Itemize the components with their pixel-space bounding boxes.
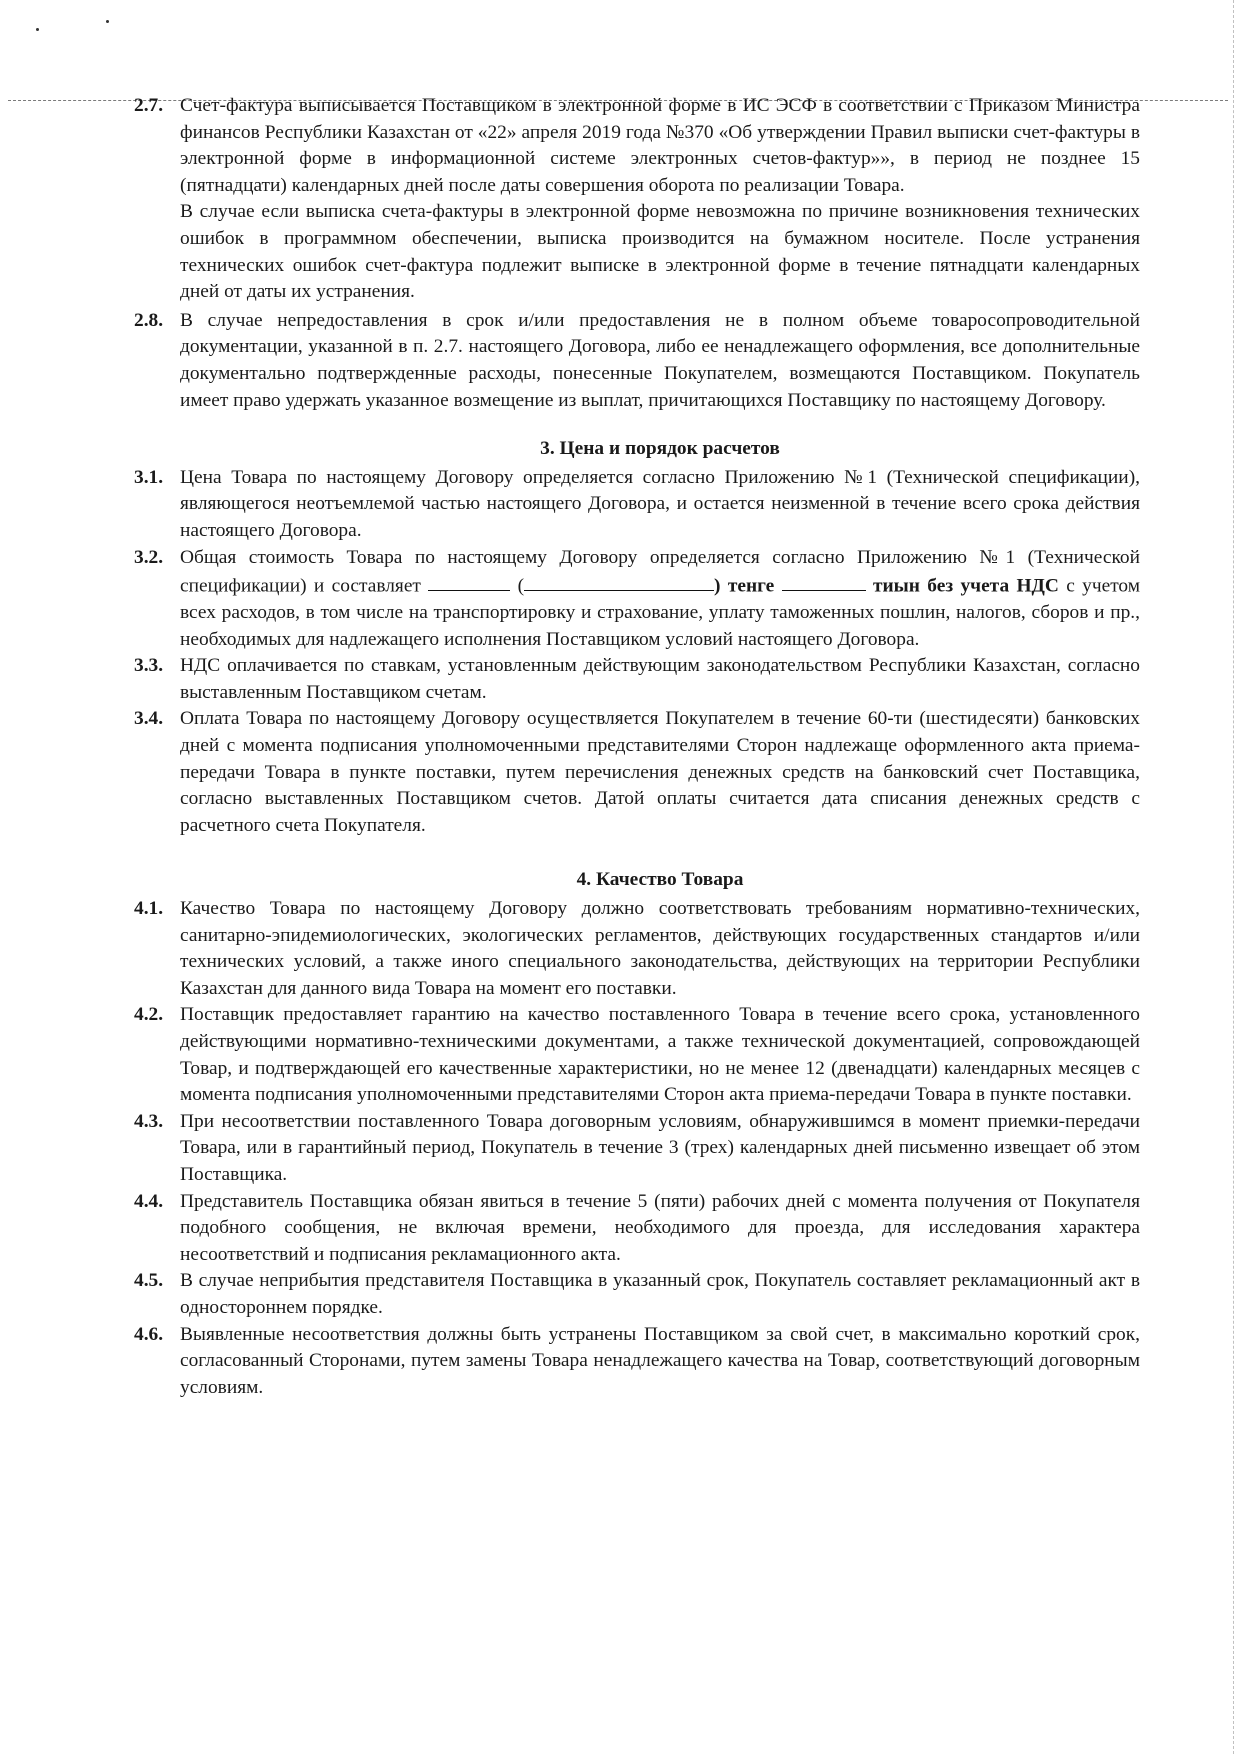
clause-number: 2.7.: [134, 95, 164, 116]
clause-4-4: [134, 1189, 1140, 1269]
clause-number: 3.1.: [134, 466, 164, 488]
tiyn-vat-label: тиын без учета НДС: [872, 575, 1059, 597]
clause-4-3: [134, 1109, 1140, 1189]
clause-text-start: Общая стоимость Товара по настоящему Договору определяется согласно Приложению №1 (Технической спецификации) и составляет: [180, 546, 1140, 597]
clause-number: 3.3.: [134, 655, 164, 677]
clause-3-4: [134, 706, 1140, 839]
clause-number: 4.5.: [134, 1270, 164, 1292]
clause-text: НДС оплачивается по ставкам, установленным действующим законодательством Республики Казахстан, согласно выставленным Поставщиком счетам.: [180, 655, 1140, 703]
amount-words-blank-field[interactable]: [524, 571, 714, 591]
section-heading: 3. Цена и порядок расчетов: [540, 438, 780, 460]
scan-artifact-edge: [1233, 0, 1234, 1754]
clause-number: 3.2.: [134, 546, 164, 568]
clause-4-1: [134, 896, 1140, 1002]
tenge-label: ) тенге: [714, 575, 775, 597]
clause-4-5: [134, 1268, 1140, 1321]
clause-3-1: [134, 465, 1140, 545]
document-body: [134, 93, 1141, 1401]
clause-number: 2.8.: [134, 309, 164, 331]
section-heading: 4. Качество Товара: [576, 869, 744, 891]
clause-number: 4.3.: [134, 1110, 164, 1132]
clause-text: Выявленные несоответствия должны быть устранены Поставщиком за свой счет, в максимально короткий срок, согласованный Сторонами, путем замены Товара ненадлежащего качества на Товар, соответствующий договорным условиям.: [180, 1323, 1140, 1398]
clause-text: Цена Товара по настоящему Договору определяется согласно Приложению №1 (Технической спецификации), являющегося неотъемлемой частью настоящего Договора, и остается неизменной в течение всего срока действия настоящего Договора.: [180, 466, 1140, 541]
clause-text: В случае если выписка счета-фактуры в электронной форме невозможна по причине возникновения технических ошибок в программном обеспечении, выписка производится на бумажном носителе. После устранения технических ошибок счет-фактура подлежит выписке в электронной форме в течение пятнадцати календарных дней от даты их устранения.: [180, 201, 1140, 303]
clause-text: В случае неприбытия представителя Поставщика в указанный срок, Покупатель составляет рекламационный акт в одностороннем порядке.: [180, 1270, 1140, 1318]
clause-number: 3.4.: [134, 708, 164, 730]
clause-2-7: [134, 93, 1140, 306]
clause-text: Представитель Поставщика обязан явиться в течение 5 (пяти) рабочих дней с момента получения от Покупателя подобного сообщения, не включая времени, необходимого для проезда, для исследования характера несоответствий и подписания рекламационного акта.: [180, 1190, 1140, 1265]
clause-text: [180, 545, 1140, 654]
clause-2-8: [134, 308, 1140, 414]
clause-text: В случае непредоставления в срок и/или предоставления не в полном объеме товаросопроводительной документации, указанной в п. 2.7. настоящего Договора, либо ее ненадлежащего оформления, все дополнительные документально подтвержденные расходы, понесенные Покупателем, возмещаются Поставщиком. Покупатель имеет право удержать указанное возмещение из выплат, причитающихся Поставщику по настоящему Договору.: [180, 309, 1140, 411]
clause-text: Поставщик предоставляет гарантию на качество поставленного Товара в течение всего срока, установленного действующими нормативно-техническими документами, а также технической документацией, сопровождающей Товар, и подтверждающей его качественные характеристики, но не менее 12 (двенадцати) календарных месяцев с момента подписания уполномоченными представителями Сторон акта приема-передачи Товара в пункте поставки.: [180, 1004, 1140, 1106]
clause-text: При несоответствии поставленного Товара договорным условиям, обнаружившимся в момент приемки-передачи Товара, или в гарантийный период, Покупатель в течение 3 (трех) календарных дней письменно извещает об этом Поставщика.: [180, 1110, 1140, 1185]
scan-artifact-dot: [36, 28, 39, 31]
clause-3-3: [134, 653, 1140, 706]
clause-number: 4.1.: [134, 898, 164, 920]
clause-text: Счет-фактура выписывается Поставщиком в электронной форме в ИС ЭСФ в соответствии с Приказом Министра финансов Республики Казахстан от «22» апреля 2019 года №370 «Об утверждении Правил выписки счет-фактуры в электронной форме в информационной системе электронных счетов-фактур»», в период не позднее 15 (пятнадцати) календарных дней после даты совершения оборота по реализации Товара.: [180, 95, 1140, 196]
clause-text: Качество Товара по настоящему Договору должно соответствовать требованиям нормативно-технических, санитарно-эпидемиологических, экологических регламентов, действующих государственных стандартов и/или технических условий, а также иного специального законодательства, действующих на территории Республики Казахстан для данного вида Товара на момент его поставки.: [180, 898, 1140, 999]
open-paren: (: [517, 575, 525, 597]
clause-text: Оплата Товара по настоящему Договору осуществляется Покупателем в течение 60-ти (шестидесяти) банковских дней с момента подписания уполномоченными представителями Сторон надлежаще оформленного акта приема-передачи Товара в пункте поставки, путем перечисления денежных средств на банковский счет Поставщика, согласно выставленных Поставщиком счетов. Датой оплаты считается дата списания денежных средств с расчетного счета Покупателя.: [180, 708, 1140, 836]
amount-blank-field[interactable]: [428, 571, 510, 591]
clause-3-2: [134, 545, 1141, 654]
clause-number: 4.6.: [134, 1323, 164, 1345]
clause-number: 4.4.: [134, 1190, 164, 1212]
scan-artifact-dot: [106, 20, 109, 23]
clause-4-6: [134, 1322, 1140, 1402]
tiyn-blank-field[interactable]: [782, 571, 866, 591]
clause-number: 4.2.: [134, 1004, 164, 1026]
clause-text-end: с учетом всех расходов, в том числе на транспортировку и страхование, уплату таможенных пошлин, налогов, сборов и пр., необходимых для надлежащего исполнения Поставщиком условий настоящего Договора.: [180, 575, 1141, 650]
clause-4-2: [134, 1002, 1140, 1108]
